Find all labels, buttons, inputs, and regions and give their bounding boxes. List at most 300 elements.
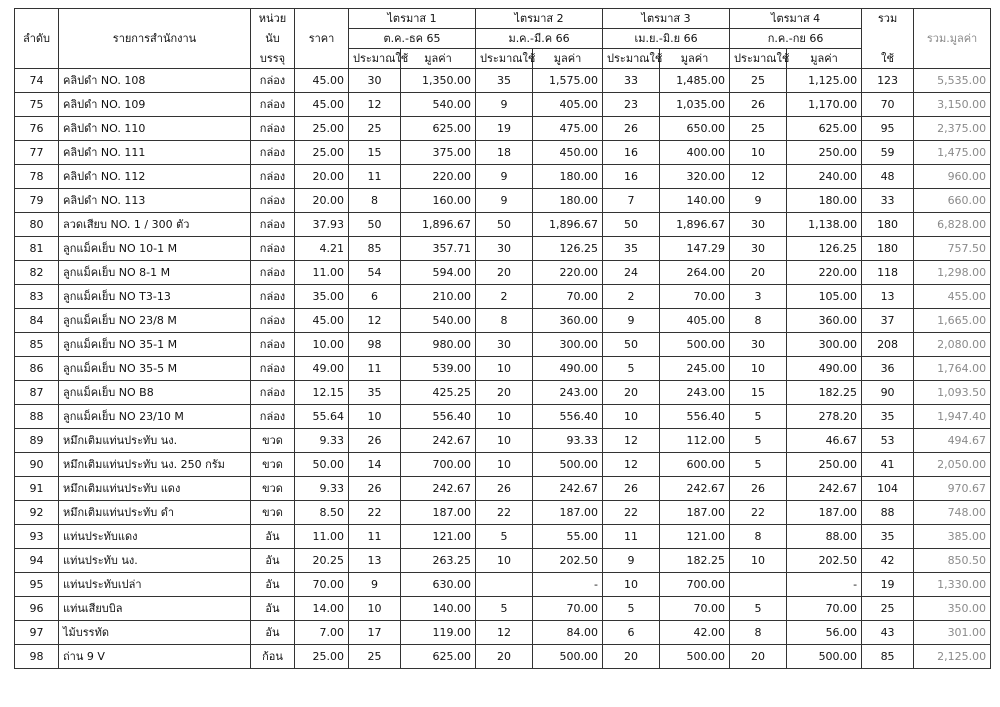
- row-total-qty: 88: [862, 501, 914, 525]
- row-q3-qty: 2: [603, 285, 660, 309]
- row-price: 50.00: [295, 453, 349, 477]
- row-price: 11.00: [295, 525, 349, 549]
- row-unit: กล่อง: [251, 261, 295, 285]
- row-price: 12.15: [295, 381, 349, 405]
- table-row: [15, 213, 991, 237]
- row-total-qty: 37: [862, 309, 914, 333]
- row-q2-value: 500.00: [533, 645, 603, 669]
- header-q2-qty: ประมาณใช้: [476, 49, 533, 69]
- row-q4-qty: 8: [730, 525, 787, 549]
- row-total-value: 3,150.00: [914, 93, 991, 117]
- row-seq: 82: [15, 261, 59, 285]
- row-q4-qty: 25: [730, 117, 787, 141]
- row-q4-value: 278.20: [787, 405, 862, 429]
- row-total-qty: 123: [862, 69, 914, 93]
- row-q4-value: 220.00: [787, 261, 862, 285]
- header-q4-period: ก.ค.-กย 66: [730, 29, 862, 49]
- row-q2-qty: 10: [476, 429, 533, 453]
- row-q4-qty: 8: [730, 309, 787, 333]
- row-q3-qty: 26: [603, 117, 660, 141]
- row-q4-value: 250.00: [787, 141, 862, 165]
- row-seq: 96: [15, 597, 59, 621]
- row-q4-value: 1,125.00: [787, 69, 862, 93]
- row-q3-value: 650.00: [660, 117, 730, 141]
- row-q3-value: 112.00: [660, 429, 730, 453]
- row-total-qty: 70: [862, 93, 914, 117]
- row-q4-value: 300.00: [787, 333, 862, 357]
- row-q2-value: 1,575.00: [533, 69, 603, 93]
- row-q1-qty: 22: [349, 501, 401, 525]
- header-item: รายการสำนักงาน: [59, 9, 251, 69]
- header-total-2: [862, 29, 914, 49]
- row-q2-value: 242.67: [533, 477, 603, 501]
- table-row: [15, 93, 991, 117]
- row-item-name: หมึกเติมแท่นประทับ ดำ: [59, 501, 251, 525]
- row-price: 20.00: [295, 165, 349, 189]
- row-total-value: 1,475.00: [914, 141, 991, 165]
- row-q2-qty: 5: [476, 597, 533, 621]
- header-q4-qty: ประมาณใช้: [730, 49, 787, 69]
- row-total-value: 2,125.00: [914, 645, 991, 669]
- row-q3-qty: 12: [603, 429, 660, 453]
- row-q2-value: 500.00: [533, 453, 603, 477]
- table-row: [15, 141, 991, 165]
- row-q2-qty: 22: [476, 501, 533, 525]
- row-seq: 86: [15, 357, 59, 381]
- row-unit: ขวด: [251, 453, 295, 477]
- row-total-value: 757.50: [914, 237, 991, 261]
- row-q4-value: 240.00: [787, 165, 862, 189]
- row-price: 25.00: [295, 141, 349, 165]
- row-q1-value: 700.00: [401, 453, 476, 477]
- row-total-qty: 41: [862, 453, 914, 477]
- table-row: [15, 189, 991, 213]
- header-total-3: ใช้: [862, 49, 914, 69]
- row-total-value: 2,080.00: [914, 333, 991, 357]
- row-q3-value: 700.00: [660, 573, 730, 597]
- row-item-name: คลิปดำ NO. 108: [59, 69, 251, 93]
- row-seq: 94: [15, 549, 59, 573]
- row-seq: 84: [15, 309, 59, 333]
- row-total-value: 494.67: [914, 429, 991, 453]
- row-q2-qty: 10: [476, 549, 533, 573]
- row-unit: กล่อง: [251, 69, 295, 93]
- header-q3-label: ไตรมาส 3: [603, 9, 730, 29]
- header-unit-3: บรรจุ: [251, 49, 295, 69]
- row-total-value: 385.00: [914, 525, 991, 549]
- row-item-name: ถ่าน 9 V: [59, 645, 251, 669]
- row-q1-value: 121.00: [401, 525, 476, 549]
- row-q1-value: 625.00: [401, 117, 476, 141]
- row-seq: 77: [15, 141, 59, 165]
- row-unit: ก้อน: [251, 645, 295, 669]
- supply-table-sheet: [14, 8, 990, 669]
- row-unit: กล่อง: [251, 213, 295, 237]
- row-q4-value: 56.00: [787, 621, 862, 645]
- row-q2-qty: 18: [476, 141, 533, 165]
- row-price: 25.00: [295, 645, 349, 669]
- supply-table: [14, 8, 991, 669]
- row-total-value: 5,535.00: [914, 69, 991, 93]
- row-item-name: ลวดเสียบ NO. 1 / 300 ตัว: [59, 213, 251, 237]
- header-unit-2: นับ: [251, 29, 295, 49]
- row-q1-qty: 25: [349, 117, 401, 141]
- table-row: [15, 549, 991, 573]
- row-q1-qty: 17: [349, 621, 401, 645]
- row-q1-qty: 35: [349, 381, 401, 405]
- row-q3-qty: 11: [603, 525, 660, 549]
- row-total-value: 6,828.00: [914, 213, 991, 237]
- row-q4-value: 500.00: [787, 645, 862, 669]
- row-q4-value: 490.00: [787, 357, 862, 381]
- row-q3-value: 1,485.00: [660, 69, 730, 93]
- header-q1-value: มูลค่า: [401, 49, 476, 69]
- table-row: [15, 117, 991, 141]
- row-q4-value: 187.00: [787, 501, 862, 525]
- row-total-value: 1,947.40: [914, 405, 991, 429]
- row-q1-qty: 11: [349, 525, 401, 549]
- table-row: [15, 453, 991, 477]
- row-q4-value: 88.00: [787, 525, 862, 549]
- row-total-qty: 33: [862, 189, 914, 213]
- row-q1-qty: 9: [349, 573, 401, 597]
- row-q3-qty: 26: [603, 477, 660, 501]
- row-q1-qty: 6: [349, 285, 401, 309]
- row-q1-qty: 10: [349, 597, 401, 621]
- row-seq: 78: [15, 165, 59, 189]
- row-q1-value: 357.71: [401, 237, 476, 261]
- row-seq: 92: [15, 501, 59, 525]
- row-q4-value: 180.00: [787, 189, 862, 213]
- row-unit: ขวด: [251, 501, 295, 525]
- row-q2-qty: 9: [476, 93, 533, 117]
- row-price: 4.21: [295, 237, 349, 261]
- row-seq: 88: [15, 405, 59, 429]
- row-q2-value: -: [533, 573, 603, 597]
- row-q4-value: 625.00: [787, 117, 862, 141]
- table-row: [15, 357, 991, 381]
- row-q2-value: 490.00: [533, 357, 603, 381]
- table-row: [15, 621, 991, 645]
- row-price: 10.00: [295, 333, 349, 357]
- row-price: 20.00: [295, 189, 349, 213]
- row-q4-qty: 20: [730, 645, 787, 669]
- row-item-name: แท่นประทับเปล่า: [59, 573, 251, 597]
- row-total-qty: 13: [862, 285, 914, 309]
- row-q3-value: 121.00: [660, 525, 730, 549]
- row-q3-value: 1,896.67: [660, 213, 730, 237]
- row-q2-value: 220.00: [533, 261, 603, 285]
- row-q2-qty: 12: [476, 621, 533, 645]
- row-q1-qty: 30: [349, 69, 401, 93]
- row-q3-value: 1,035.00: [660, 93, 730, 117]
- row-q4-qty: 15: [730, 381, 787, 405]
- row-q1-value: 375.00: [401, 141, 476, 165]
- row-q4-value: 46.67: [787, 429, 862, 453]
- row-unit: ขวด: [251, 429, 295, 453]
- row-total-qty: 180: [862, 213, 914, 237]
- header-q3-qty: ประมาณใช้: [603, 49, 660, 69]
- row-q1-value: 210.00: [401, 285, 476, 309]
- row-q2-qty: 20: [476, 645, 533, 669]
- header-total-value: รวม.มูลค่า: [914, 9, 991, 69]
- header-price: ราคา: [295, 9, 349, 69]
- table-row: [15, 477, 991, 501]
- row-total-value: 970.67: [914, 477, 991, 501]
- row-q3-qty: 24: [603, 261, 660, 285]
- row-total-qty: 48: [862, 165, 914, 189]
- row-q1-value: 425.25: [401, 381, 476, 405]
- row-total-qty: 90: [862, 381, 914, 405]
- header-unit-1: หน่วย: [251, 9, 295, 29]
- row-price: 8.50: [295, 501, 349, 525]
- row-q1-value: 1,896.67: [401, 213, 476, 237]
- row-item-name: ลูกแม็คเย็บ NO B8: [59, 381, 251, 405]
- row-q1-value: 242.67: [401, 429, 476, 453]
- row-unit: กล่อง: [251, 285, 295, 309]
- row-total-qty: 35: [862, 525, 914, 549]
- row-total-value: 1,764.00: [914, 357, 991, 381]
- row-q2-qty: 10: [476, 453, 533, 477]
- row-q2-qty: 26: [476, 477, 533, 501]
- row-q1-value: 539.00: [401, 357, 476, 381]
- row-seq: 75: [15, 93, 59, 117]
- row-q2-value: 1,896.67: [533, 213, 603, 237]
- row-total-value: 455.00: [914, 285, 991, 309]
- row-total-qty: 25: [862, 597, 914, 621]
- row-q1-value: 556.40: [401, 405, 476, 429]
- row-item-name: ลูกแม็คเย็บ NO 8-1 M: [59, 261, 251, 285]
- row-price: 20.25: [295, 549, 349, 573]
- row-q4-qty: 5: [730, 597, 787, 621]
- row-q2-value: 450.00: [533, 141, 603, 165]
- row-q4-qty: 26: [730, 93, 787, 117]
- row-q2-value: 84.00: [533, 621, 603, 645]
- row-q2-value: 405.00: [533, 93, 603, 117]
- row-unit: อัน: [251, 549, 295, 573]
- row-item-name: ลูกแม็คเย็บ NO 23/8 M: [59, 309, 251, 333]
- header-q2-period: ม.ค.-มี.ค 66: [476, 29, 603, 49]
- row-q3-value: 264.00: [660, 261, 730, 285]
- row-item-name: ลูกแม็คเย็บ NO 35-1 M: [59, 333, 251, 357]
- row-q4-qty: 3: [730, 285, 787, 309]
- table-row: [15, 165, 991, 189]
- row-q2-qty: 10: [476, 357, 533, 381]
- row-price: 9.33: [295, 477, 349, 501]
- row-q4-value: 70.00: [787, 597, 862, 621]
- row-q3-value: 500.00: [660, 645, 730, 669]
- row-q1-value: 263.25: [401, 549, 476, 573]
- row-item-name: แท่นเสียบบิล: [59, 597, 251, 621]
- row-q4-qty: 25: [730, 69, 787, 93]
- table-row: [15, 597, 991, 621]
- row-price: 49.00: [295, 357, 349, 381]
- row-q1-qty: 25: [349, 645, 401, 669]
- table-row: [15, 429, 991, 453]
- row-q1-value: 140.00: [401, 597, 476, 621]
- row-q3-value: 70.00: [660, 597, 730, 621]
- row-q2-value: 300.00: [533, 333, 603, 357]
- row-q1-value: 1,350.00: [401, 69, 476, 93]
- row-q4-qty: 5: [730, 405, 787, 429]
- row-q3-qty: 23: [603, 93, 660, 117]
- row-q4-value: 126.25: [787, 237, 862, 261]
- row-total-qty: 180: [862, 237, 914, 261]
- row-q1-qty: 8: [349, 189, 401, 213]
- row-unit: กล่อง: [251, 333, 295, 357]
- row-total-value: 1,665.00: [914, 309, 991, 333]
- row-q3-value: 42.00: [660, 621, 730, 645]
- row-q3-value: 140.00: [660, 189, 730, 213]
- row-q3-qty: 12: [603, 453, 660, 477]
- row-q3-qty: 33: [603, 69, 660, 93]
- row-q2-qty: 50: [476, 213, 533, 237]
- table-row: [15, 237, 991, 261]
- row-q3-value: 400.00: [660, 141, 730, 165]
- row-q3-qty: 35: [603, 237, 660, 261]
- row-total-value: 2,375.00: [914, 117, 991, 141]
- row-q4-qty: [730, 573, 787, 597]
- row-q3-qty: 20: [603, 381, 660, 405]
- row-item-name: หมึกเติมแท่นประทับ แดง: [59, 477, 251, 501]
- row-q1-value: 187.00: [401, 501, 476, 525]
- row-q4-qty: 30: [730, 213, 787, 237]
- row-q1-qty: 98: [349, 333, 401, 357]
- table-row: [15, 645, 991, 669]
- row-q2-qty: 9: [476, 165, 533, 189]
- row-q3-value: 243.00: [660, 381, 730, 405]
- row-q4-value: 242.67: [787, 477, 862, 501]
- row-total-qty: 19: [862, 573, 914, 597]
- row-total-value: 960.00: [914, 165, 991, 189]
- row-q3-value: 70.00: [660, 285, 730, 309]
- row-q2-qty: 20: [476, 261, 533, 285]
- table-row: [15, 285, 991, 309]
- row-q4-qty: 10: [730, 549, 787, 573]
- header-q1-qty: ประมาณใช้: [349, 49, 401, 69]
- row-seq: 97: [15, 621, 59, 645]
- row-q1-value: 630.00: [401, 573, 476, 597]
- row-q1-value: 594.00: [401, 261, 476, 285]
- row-price: 45.00: [295, 93, 349, 117]
- row-q4-qty: 5: [730, 453, 787, 477]
- header-q4-label: ไตรมาส 4: [730, 9, 862, 29]
- row-q4-qty: 26: [730, 477, 787, 501]
- row-q1-qty: 13: [349, 549, 401, 573]
- table-row: [15, 525, 991, 549]
- row-seq: 90: [15, 453, 59, 477]
- row-price: 11.00: [295, 261, 349, 285]
- row-q2-value: 180.00: [533, 189, 603, 213]
- row-q1-qty: 26: [349, 477, 401, 501]
- row-q2-value: 202.50: [533, 549, 603, 573]
- row-q4-value: 360.00: [787, 309, 862, 333]
- row-q3-qty: 50: [603, 213, 660, 237]
- row-seq: 74: [15, 69, 59, 93]
- row-total-qty: 59: [862, 141, 914, 165]
- row-q3-qty: 6: [603, 621, 660, 645]
- row-total-value: 301.00: [914, 621, 991, 645]
- row-price: 7.00: [295, 621, 349, 645]
- row-q3-qty: 16: [603, 165, 660, 189]
- row-total-qty: 85: [862, 645, 914, 669]
- row-total-qty: 208: [862, 333, 914, 357]
- row-seq: 81: [15, 237, 59, 261]
- row-q1-qty: 15: [349, 141, 401, 165]
- row-seq: 98: [15, 645, 59, 669]
- row-q2-qty: 2: [476, 285, 533, 309]
- row-q2-value: 360.00: [533, 309, 603, 333]
- row-q1-qty: 54: [349, 261, 401, 285]
- table-header: [15, 9, 991, 69]
- row-q3-value: 242.67: [660, 477, 730, 501]
- row-q2-qty: 35: [476, 69, 533, 93]
- row-total-value: 660.00: [914, 189, 991, 213]
- row-q3-qty: 20: [603, 645, 660, 669]
- row-q4-value: 1,138.00: [787, 213, 862, 237]
- header-q2-value: มูลค่า: [533, 49, 603, 69]
- row-q3-qty: 7: [603, 189, 660, 213]
- row-price: 45.00: [295, 309, 349, 333]
- row-unit: กล่อง: [251, 237, 295, 261]
- row-total-qty: 53: [862, 429, 914, 453]
- row-unit: กล่อง: [251, 117, 295, 141]
- row-q4-value: 250.00: [787, 453, 862, 477]
- table-row: [15, 69, 991, 93]
- row-q2-qty: [476, 573, 533, 597]
- row-item-name: หมึกเติมแท่นประทับ นง.: [59, 429, 251, 453]
- row-q2-value: 55.00: [533, 525, 603, 549]
- row-q2-value: 243.00: [533, 381, 603, 405]
- row-q2-qty: 30: [476, 237, 533, 261]
- header-q3-period: เม.ย.-มิ.ย 66: [603, 29, 730, 49]
- row-q4-qty: 10: [730, 357, 787, 381]
- row-seq: 83: [15, 285, 59, 309]
- row-price: 25.00: [295, 117, 349, 141]
- row-q4-qty: 22: [730, 501, 787, 525]
- row-seq: 89: [15, 429, 59, 453]
- row-item-name: ไม้บรรทัด: [59, 621, 251, 645]
- row-q3-qty: 50: [603, 333, 660, 357]
- row-seq: 87: [15, 381, 59, 405]
- row-seq: 80: [15, 213, 59, 237]
- row-q3-qty: 10: [603, 405, 660, 429]
- table-body: [15, 69, 991, 669]
- table-row: [15, 309, 991, 333]
- row-q3-value: 600.00: [660, 453, 730, 477]
- row-item-name: หมึกเติมแท่นประทับ นง. 250 กรัม: [59, 453, 251, 477]
- row-unit: กล่อง: [251, 381, 295, 405]
- row-item-name: คลิปดำ NO. 112: [59, 165, 251, 189]
- row-unit: อัน: [251, 525, 295, 549]
- row-seq: 85: [15, 333, 59, 357]
- row-q4-value: 182.25: [787, 381, 862, 405]
- row-q3-value: 147.29: [660, 237, 730, 261]
- row-q3-value: 320.00: [660, 165, 730, 189]
- row-q4-value: -: [787, 573, 862, 597]
- row-item-name: คลิปดำ NO. 111: [59, 141, 251, 165]
- row-q1-qty: 12: [349, 93, 401, 117]
- row-q4-qty: 20: [730, 261, 787, 285]
- row-seq: 76: [15, 117, 59, 141]
- row-q4-qty: 5: [730, 429, 787, 453]
- table-row: [15, 405, 991, 429]
- row-seq: 93: [15, 525, 59, 549]
- row-price: 9.33: [295, 429, 349, 453]
- row-q1-value: 540.00: [401, 309, 476, 333]
- table-row: [15, 261, 991, 285]
- header-q4-value: มูลค่า: [787, 49, 862, 69]
